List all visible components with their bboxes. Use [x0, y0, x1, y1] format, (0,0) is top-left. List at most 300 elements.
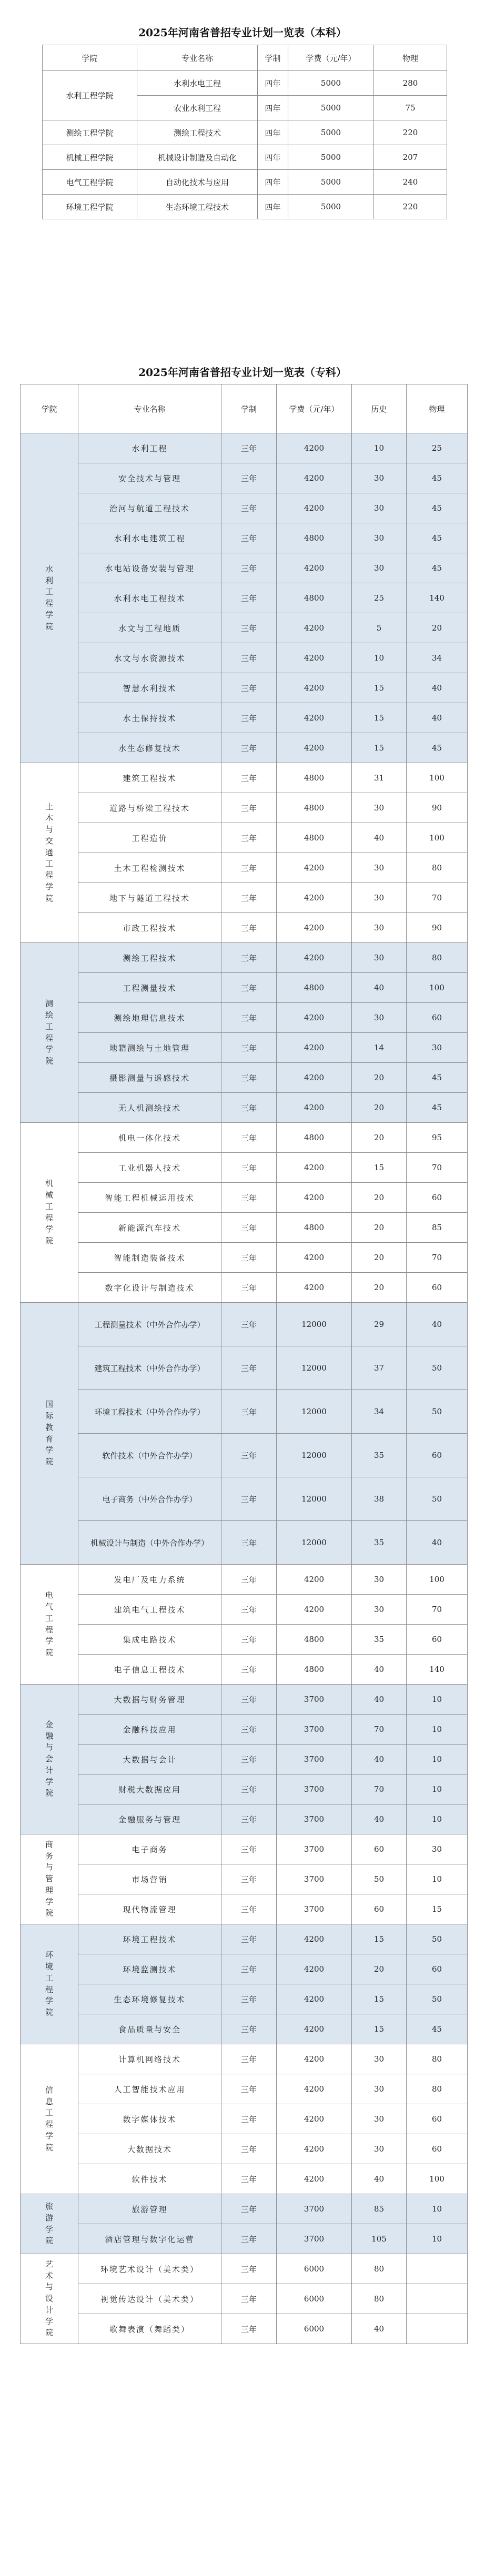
history-cell: 70 [352, 1774, 407, 1804]
major-cell: 软件技术 [78, 2164, 221, 2194]
physics-cell: 50 [407, 1346, 468, 1390]
history-cell: 34 [352, 1390, 407, 1434]
college-name: 商 务 与 管 理 学 院 [45, 1839, 53, 1918]
years-cell: 三年 [221, 463, 277, 493]
college-name: 金 融 与 会 计 学 院 [45, 1719, 53, 1798]
major-cell: 测绘工程技术 [137, 120, 258, 145]
table-row [21, 2194, 468, 2224]
years-cell: 三年 [221, 823, 277, 853]
table-row [21, 1655, 468, 1685]
table-row [21, 673, 468, 703]
major-cell: 建筑工程技术（中外合作办学） [78, 1346, 221, 1390]
major-cell: 测绘地理信息技术 [78, 1003, 221, 1033]
college-cell: 水利工程学院 [43, 71, 137, 120]
years-cell: 三年 [221, 1063, 277, 1093]
years-cell: 三年 [221, 943, 277, 973]
column-header: 专业名称 [137, 45, 258, 71]
physics-cell: 10 [407, 2194, 468, 2224]
fee-cell: 4200 [277, 943, 352, 973]
physics-cell: 70 [407, 883, 468, 913]
major-cell: 环境艺术设计（美术类） [78, 2254, 221, 2284]
major-cell: 生态环境修复技术 [78, 1984, 221, 2014]
history-cell: 35 [352, 1625, 407, 1655]
physics-cell [407, 2284, 468, 2314]
fee-cell: 12000 [277, 1390, 352, 1434]
years-cell: 三年 [221, 1521, 277, 1565]
major-cell: 机电一体化技术 [78, 1123, 221, 1153]
fee-cell: 6000 [277, 2284, 352, 2314]
college-name: 水 利 工 程 学 院 [45, 564, 53, 631]
physics-cell: 50 [407, 1390, 468, 1434]
years-cell: 三年 [221, 523, 277, 553]
physics-cell: 60 [407, 1183, 468, 1213]
major-cell: 大数据与会计 [78, 1745, 221, 1774]
years-cell: 三年 [221, 883, 277, 913]
years-cell: 三年 [221, 1183, 277, 1213]
years-cell: 三年 [221, 2134, 277, 2164]
fee-cell: 4200 [277, 433, 352, 463]
fee-cell: 12000 [277, 1434, 352, 1477]
fee-cell: 3700 [277, 1834, 352, 1864]
physics-cell: 60 [407, 2134, 468, 2164]
history-cell: 40 [352, 823, 407, 853]
table-row [21, 1243, 468, 1273]
table-row [21, 2314, 468, 2344]
table-row [21, 1303, 468, 1346]
years-cell: 三年 [221, 1894, 277, 1924]
table-row [21, 1804, 468, 1834]
physics-cell: 60 [407, 1434, 468, 1477]
history-cell: 15 [352, 1924, 407, 1954]
physics-cell: 30 [407, 1033, 468, 1063]
table-row [21, 1894, 468, 1924]
table-row [21, 1273, 468, 1303]
physics-cell: 45 [407, 523, 468, 553]
fee-cell: 5000 [288, 170, 374, 195]
table-row [21, 2044, 468, 2074]
history-cell: 35 [352, 1521, 407, 1565]
fee-cell: 4200 [277, 2014, 352, 2044]
physics-cell: 40 [407, 1521, 468, 1565]
history-cell: 15 [352, 1984, 407, 2014]
fee-cell: 3700 [277, 1715, 352, 1745]
table-row [21, 553, 468, 583]
college-cell: 环境工程学院 [43, 195, 137, 219]
history-cell: 15 [352, 1153, 407, 1183]
history-cell: 25 [352, 583, 407, 613]
major-cell: 水利水电工程技术 [78, 583, 221, 613]
fee-cell: 4200 [277, 613, 352, 643]
column-header: 专业名称 [78, 384, 221, 433]
table-header-row [21, 384, 468, 433]
table-row [21, 1033, 468, 1063]
table-row [21, 1093, 468, 1123]
fee-cell: 4800 [277, 523, 352, 553]
history-cell: 10 [352, 433, 407, 463]
years-cell: 三年 [221, 1273, 277, 1303]
fee-cell: 4800 [277, 583, 352, 613]
history-cell: 20 [352, 1954, 407, 1984]
table-row [21, 1346, 468, 1390]
vocational-plan-table [20, 384, 468, 2344]
column-header: 学费（元/年） [277, 384, 352, 433]
years-cell: 三年 [221, 1745, 277, 1774]
major-cell: 歌舞表演（舞蹈类） [78, 2314, 221, 2344]
history-cell: 15 [352, 2014, 407, 2044]
years-cell: 三年 [221, 1213, 277, 1243]
years-cell: 三年 [221, 1804, 277, 1834]
years-cell: 三年 [221, 1715, 277, 1745]
history-cell: 40 [352, 2164, 407, 2194]
fee-cell: 4200 [277, 2104, 352, 2134]
table-row [21, 763, 468, 793]
table-row [21, 1774, 468, 1804]
history-cell: 20 [352, 1093, 407, 1123]
fee-cell: 4200 [277, 1954, 352, 1984]
years-cell: 三年 [221, 1243, 277, 1273]
years-cell: 三年 [221, 703, 277, 733]
major-cell: 财税大数据应用 [78, 1774, 221, 1804]
years-cell: 三年 [221, 913, 277, 943]
physics-cell: 45 [407, 553, 468, 583]
fee-cell: 4200 [277, 1565, 352, 1595]
major-cell: 建筑工程技术 [78, 763, 221, 793]
column-header: 历史 [352, 384, 407, 433]
major-cell: 测绘工程技术 [78, 943, 221, 973]
table-row [21, 2014, 468, 2044]
physics-cell: 10 [407, 2224, 468, 2254]
major-cell: 水电站设备安装与管理 [78, 553, 221, 583]
fee-cell: 4200 [277, 883, 352, 913]
history-cell: 40 [352, 1685, 407, 1715]
fee-cell: 12000 [277, 1477, 352, 1521]
college-cell [21, 1565, 78, 1685]
table-row [21, 1924, 468, 1954]
major-cell: 电子商务 [78, 1834, 221, 1864]
physics-cell: 45 [407, 1093, 468, 1123]
college-cell: 测绘工程学院 [43, 120, 137, 145]
physics-cell: 40 [407, 1303, 468, 1346]
table-row [21, 2104, 468, 2134]
major-cell: 水土保持技术 [78, 703, 221, 733]
years-cell: 三年 [221, 853, 277, 883]
history-cell: 80 [352, 2284, 407, 2314]
physics-cell: 45 [407, 733, 468, 763]
table-row [21, 523, 468, 553]
table-row [21, 1434, 468, 1477]
column-header: 学制 [221, 384, 277, 433]
years-cell: 三年 [221, 2314, 277, 2344]
history-cell: 30 [352, 883, 407, 913]
table-row [21, 1063, 468, 1093]
major-cell: 新能源汽车技术 [78, 1213, 221, 1243]
fee-cell: 5000 [288, 96, 374, 120]
physics-cell: 207 [374, 145, 447, 170]
years-cell: 四年 [258, 120, 288, 145]
fee-cell: 6000 [277, 2254, 352, 2284]
college-cell [21, 1924, 78, 2044]
table-row [21, 973, 468, 1003]
major-cell: 水文与水资源技术 [78, 643, 221, 673]
table-row [21, 1745, 468, 1774]
years-cell: 三年 [221, 1033, 277, 1063]
table-row [21, 1595, 468, 1625]
major-cell: 水生态修复技术 [78, 733, 221, 763]
major-cell: 金融科技应用 [78, 1715, 221, 1745]
fee-cell: 4200 [277, 853, 352, 883]
history-cell: 40 [352, 973, 407, 1003]
years-cell: 四年 [258, 170, 288, 195]
college-name: 机 械 工 程 学 院 [45, 1179, 53, 1245]
major-cell: 工业机器人技术 [78, 1153, 221, 1183]
college-name: 土 木 与 交 通 工 程 学 院 [45, 802, 53, 903]
physics-cell: 60 [407, 1625, 468, 1655]
major-cell: 智慧水利技术 [78, 673, 221, 703]
physics-cell: 45 [407, 2014, 468, 2044]
fee-cell: 3700 [277, 1745, 352, 1774]
years-cell: 三年 [221, 1477, 277, 1521]
history-cell: 60 [352, 1894, 407, 1924]
history-cell: 10 [352, 643, 407, 673]
physics-cell: 10 [407, 1715, 468, 1745]
years-cell: 四年 [258, 145, 288, 170]
years-cell: 三年 [221, 2074, 277, 2104]
table-row [21, 823, 468, 853]
years-cell: 三年 [221, 1303, 277, 1346]
table-row [21, 1123, 468, 1153]
physics-cell: 30 [407, 1834, 468, 1864]
table-row [43, 145, 447, 170]
history-cell: 30 [352, 523, 407, 553]
vocational-table-title: 2025年河南省普招专业计划一览表（专科） [138, 366, 347, 379]
table-row [21, 1003, 468, 1033]
history-cell: 30 [352, 493, 407, 523]
history-cell: 85 [352, 2194, 407, 2224]
major-cell: 地籍测绘与土地管理 [78, 1033, 221, 1063]
table-row [21, 2134, 468, 2164]
major-cell: 机械设计与制造（中外合作办学） [78, 1521, 221, 1565]
table-row [21, 463, 468, 493]
years-cell: 四年 [258, 195, 288, 219]
fee-cell: 4800 [277, 1625, 352, 1655]
college-name: 艺 术 与 设 计 学 院 [45, 2259, 53, 2338]
history-cell: 14 [352, 1033, 407, 1063]
major-cell: 大数据与财务管理 [78, 1685, 221, 1715]
fee-cell: 4200 [277, 1273, 352, 1303]
major-cell: 数字化设计与制造技术 [78, 1273, 221, 1303]
history-cell: 30 [352, 463, 407, 493]
years-cell: 三年 [221, 1774, 277, 1804]
college-cell [21, 1303, 78, 1565]
history-cell: 80 [352, 2254, 407, 2284]
major-cell: 酒店管理与数字化运营 [78, 2224, 221, 2254]
college-cell [21, 763, 78, 943]
major-cell: 建筑电气工程技术 [78, 1595, 221, 1625]
fee-cell: 4200 [277, 643, 352, 673]
major-cell: 环境监测技术 [78, 1954, 221, 1984]
major-cell: 市政工程技术 [78, 913, 221, 943]
major-cell: 工程造价 [78, 823, 221, 853]
physics-cell: 45 [407, 493, 468, 523]
major-cell: 水利水电建筑工程 [78, 523, 221, 553]
years-cell: 三年 [221, 1003, 277, 1033]
years-cell: 三年 [221, 673, 277, 703]
fee-cell: 4200 [277, 1093, 352, 1123]
college-cell: 电气工程学院 [43, 170, 137, 195]
years-cell: 三年 [221, 613, 277, 643]
years-cell: 三年 [221, 583, 277, 613]
years-cell: 三年 [221, 493, 277, 523]
physics-cell: 34 [407, 643, 468, 673]
table-row [21, 2284, 468, 2314]
physics-cell: 50 [407, 1924, 468, 1954]
years-cell: 三年 [221, 2284, 277, 2314]
major-cell: 环境工程技术 [78, 1924, 221, 1954]
major-cell: 安全技术与管理 [78, 463, 221, 493]
major-cell: 电子信息工程技术 [78, 1655, 221, 1685]
major-cell: 金融服务与管理 [78, 1804, 221, 1834]
table-row [21, 733, 468, 763]
fee-cell: 12000 [277, 1346, 352, 1390]
fee-cell: 4200 [277, 493, 352, 523]
fee-cell: 4200 [277, 1984, 352, 2014]
college-cell [21, 943, 78, 1123]
years-cell: 三年 [221, 2254, 277, 2284]
history-cell: 30 [352, 913, 407, 943]
history-cell: 60 [352, 1834, 407, 1864]
fee-cell: 4800 [277, 793, 352, 823]
table-row [21, 1390, 468, 1434]
years-cell: 三年 [221, 1565, 277, 1595]
major-cell: 智能工程机械运用技术 [78, 1183, 221, 1213]
major-cell: 现代物流管理 [78, 1894, 221, 1924]
years-cell: 三年 [221, 1954, 277, 1984]
column-header: 学院 [21, 384, 78, 433]
physics-cell: 140 [407, 1655, 468, 1685]
table-row [21, 433, 468, 463]
history-cell: 30 [352, 2104, 407, 2134]
years-cell: 四年 [258, 96, 288, 120]
fee-cell: 4200 [277, 2164, 352, 2194]
table-row [21, 1213, 468, 1243]
history-cell: 30 [352, 793, 407, 823]
major-cell: 自动化技术与应用 [137, 170, 258, 195]
major-cell: 工程测量技术 [78, 973, 221, 1003]
history-cell: 30 [352, 2074, 407, 2104]
physics-cell: 10 [407, 1774, 468, 1804]
history-cell: 40 [352, 1655, 407, 1685]
fee-cell: 4200 [277, 1153, 352, 1183]
major-cell: 集成电路技术 [78, 1625, 221, 1655]
table-row [21, 2254, 468, 2284]
physics-cell: 100 [407, 2164, 468, 2194]
table-row [21, 913, 468, 943]
table-row [21, 2164, 468, 2194]
years-cell: 三年 [221, 1685, 277, 1715]
fee-cell: 5000 [288, 120, 374, 145]
fee-cell: 4800 [277, 973, 352, 1003]
years-cell: 三年 [221, 2194, 277, 2224]
fee-cell: 5000 [288, 195, 374, 219]
physics-cell [407, 2314, 468, 2344]
physics-cell: 100 [407, 1565, 468, 1595]
physics-cell: 20 [407, 613, 468, 643]
years-cell: 三年 [221, 1655, 277, 1685]
major-cell: 视觉传达设计（美术类） [78, 2284, 221, 2314]
history-cell: 30 [352, 553, 407, 583]
history-cell: 20 [352, 1123, 407, 1153]
physics-cell: 90 [407, 913, 468, 943]
college-cell: 机械工程学院 [43, 145, 137, 170]
physics-cell: 100 [407, 763, 468, 793]
years-cell: 三年 [221, 1093, 277, 1123]
table-row [21, 2074, 468, 2104]
table-header-row [43, 45, 447, 71]
table-row [21, 1954, 468, 1984]
physics-cell: 60 [407, 1003, 468, 1033]
years-cell: 三年 [221, 553, 277, 583]
major-cell: 地下与隧道工程技术 [78, 883, 221, 913]
years-cell: 三年 [221, 973, 277, 1003]
fee-cell: 4200 [277, 673, 352, 703]
fee-cell: 4200 [277, 2134, 352, 2164]
years-cell: 四年 [258, 71, 288, 96]
fee-cell: 4200 [277, 1033, 352, 1063]
physics-cell: 60 [407, 1273, 468, 1303]
college-cell [21, 1123, 78, 1303]
college-name: 旅 游 学 院 [45, 2202, 53, 2246]
history-cell: 15 [352, 733, 407, 763]
history-cell: 50 [352, 1864, 407, 1894]
fee-cell: 4200 [277, 2044, 352, 2074]
years-cell: 三年 [221, 2044, 277, 2074]
column-header: 学院 [43, 45, 137, 71]
physics-cell: 10 [407, 1804, 468, 1834]
physics-cell [407, 2254, 468, 2284]
major-cell: 水利工程 [78, 433, 221, 463]
years-cell: 三年 [221, 1595, 277, 1625]
fee-cell: 4200 [277, 463, 352, 493]
table-row [21, 1153, 468, 1183]
history-cell: 29 [352, 1303, 407, 1346]
column-header: 物理 [374, 45, 447, 71]
physics-cell: 40 [407, 673, 468, 703]
table-row [21, 2224, 468, 2254]
table-row [21, 703, 468, 733]
major-cell: 旅游管理 [78, 2194, 221, 2224]
years-cell: 三年 [221, 1864, 277, 1894]
physics-cell: 85 [407, 1213, 468, 1243]
major-cell: 水利水电工程 [137, 71, 258, 96]
table-row [21, 1521, 468, 1565]
years-cell: 三年 [221, 433, 277, 463]
years-cell: 三年 [221, 733, 277, 763]
table-row [21, 883, 468, 913]
history-cell: 20 [352, 1063, 407, 1093]
table-row [21, 1834, 468, 1864]
fee-cell: 4800 [277, 1655, 352, 1685]
history-cell: 35 [352, 1434, 407, 1477]
major-cell: 人工智能技术应用 [78, 2074, 221, 2104]
physics-cell: 10 [407, 1864, 468, 1894]
fee-cell: 12000 [277, 1521, 352, 1565]
history-cell: 105 [352, 2224, 407, 2254]
fee-cell: 12000 [277, 1303, 352, 1346]
physics-cell: 240 [374, 170, 447, 195]
physics-cell: 70 [407, 1153, 468, 1183]
bachelor-plan-table [42, 45, 447, 219]
history-cell: 30 [352, 1003, 407, 1033]
